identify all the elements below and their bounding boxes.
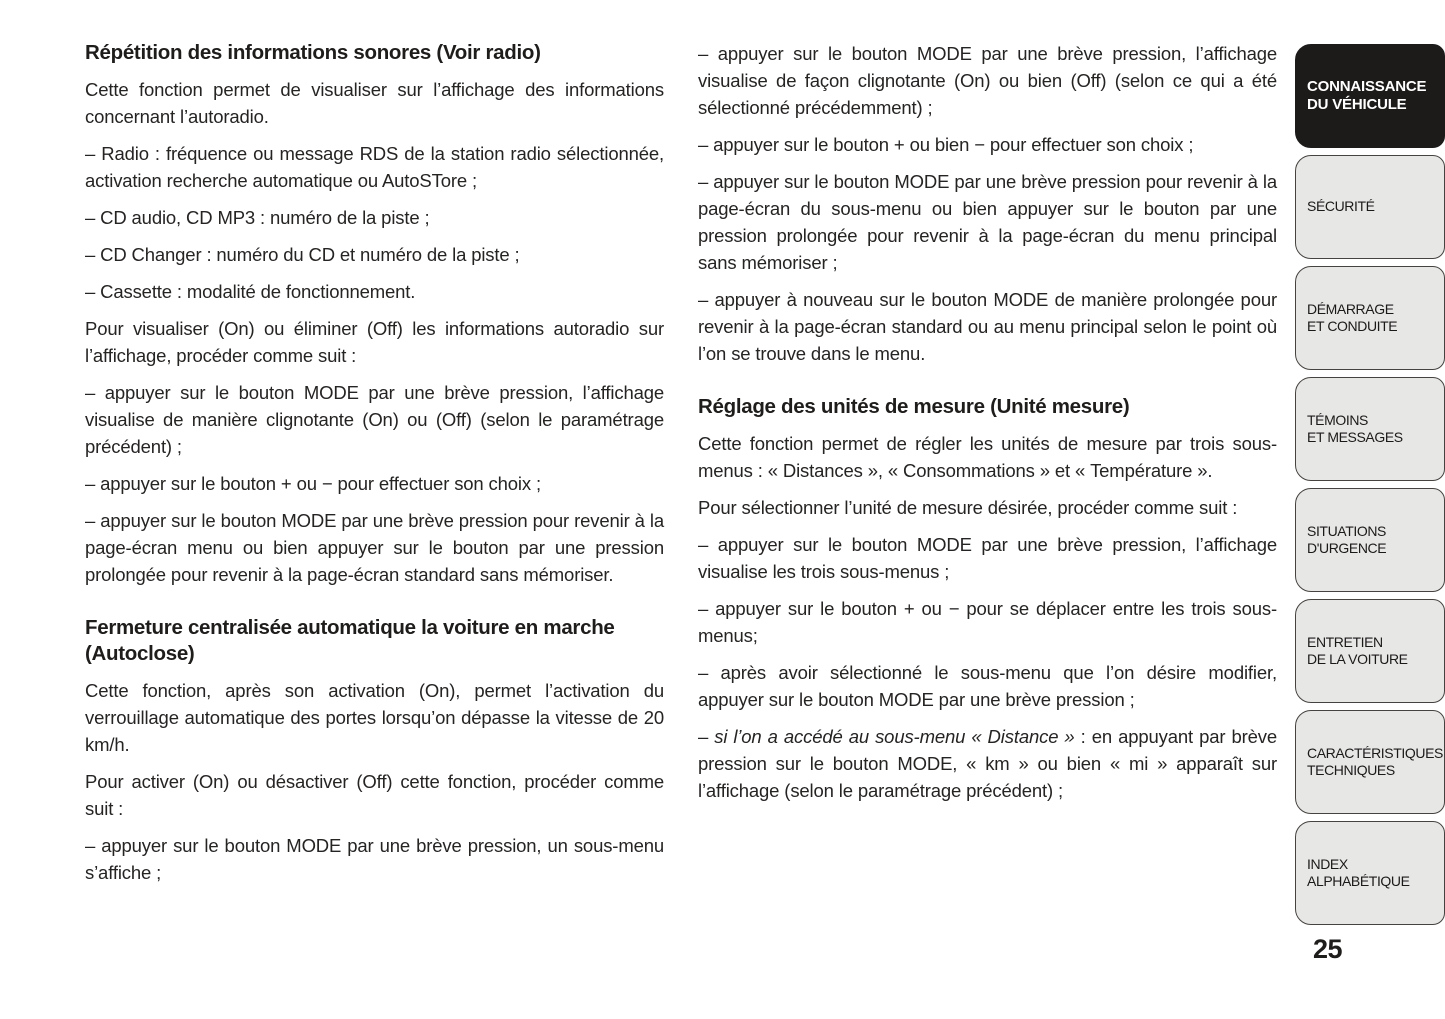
tab-securite[interactable]: [1295, 155, 1445, 259]
tab-label: ALPHABÉTIQUE: [1307, 873, 1410, 889]
list-item: – Radio : fréquence ou message RDS de la station radio sélectionnée, activation recherche automatique ou AutoSTore ;: [85, 143, 664, 191]
tab-label: ET MESSAGES: [1307, 429, 1403, 445]
paragraph: Pour activer (On) ou désactiver (Off) cette fonction, procéder comme suit :: [85, 771, 664, 819]
tab-situations-d-urgence[interactable]: [1295, 488, 1445, 592]
paragraph: Cette fonction permet de visualiser sur l’affichage des informations concernant l’autoradio.: [85, 79, 664, 127]
tab-label: TÉMOINS: [1307, 411, 1368, 428]
tab-index-alphabetique[interactable]: [1295, 821, 1445, 925]
list-item: [698, 723, 1277, 804]
paragraph-rest: : en appuyant par brève pression sur le bouton MODE, « km » ou bien « mi » apparaît sur l’affichage (selon le paramétrage précédent) ;: [698, 726, 1277, 801]
section-heading-reglage-unites-mesure: Réglage des unités de mesure (Unité mesure): [698, 395, 1130, 418]
tab-label: SITUATIONS: [1307, 522, 1386, 539]
page-content: [85, 40, 1277, 896]
list-item: – après avoir sélectionné le sous-menu que l’on désire modifier, appuyer sur le bouton MODE par une brève pression ;: [698, 662, 1277, 710]
list-item: – appuyer sur le bouton MODE par une brève pression, l’affichage visualise de façon clignotante (On) ou bien (Off) (selon ce qui a été sélectionné précédemment) ;: [698, 43, 1277, 118]
list-dash: –: [698, 726, 715, 747]
list-item: – appuyer sur le bouton + ou bien − pour effectuer son choix ;: [698, 134, 1194, 155]
paragraph: Pour visualiser (On) ou éliminer (Off) les informations autoradio sur l’affichage, procéder comme suit :: [85, 318, 664, 366]
section-heading-repetition-informations-sonores: Répétition des informations sonores (Voir radio): [85, 41, 541, 64]
tab-label: INDEX: [1307, 855, 1348, 872]
tab-label: TECHNIQUES: [1307, 762, 1395, 778]
tab-label: CONNAISSANCE: [1307, 77, 1427, 95]
paragraph: Cette fonction permet de régler les unités de mesure par trois sous-menus : « Distances », « Consommations » et « Température ».: [698, 433, 1277, 481]
left-column: [85, 40, 664, 896]
tab-label: ENTRETIEN: [1307, 633, 1383, 650]
list-item: – CD Changer : numéro du CD et numéro de la piste ;: [85, 244, 520, 265]
tab-label: SÉCURITÉ: [1307, 198, 1375, 215]
right-column: [698, 40, 1277, 896]
tab-demarrage-et-conduite[interactable]: [1295, 266, 1445, 370]
tab-label: DE LA VOITURE: [1307, 651, 1408, 667]
tab-temoins-et-messages[interactable]: [1295, 377, 1445, 481]
paragraph: Cette fonction, après son activation (On), permet l’activation du verrouillage automatique des portes lorsqu’on dépasse la vitesse de 20 km/h.: [85, 680, 664, 755]
tab-label: ET CONDUITE: [1307, 318, 1398, 334]
tab-caracteristiques-techniques[interactable]: [1295, 710, 1445, 814]
list-item: – Cassette : modalité de fonctionnement.: [85, 281, 416, 302]
tab-entretien-de-la-voiture[interactable]: [1295, 599, 1445, 703]
list-item: – appuyer sur le bouton MODE par une brève pression, un sous-menu s’affiche ;: [85, 835, 664, 883]
section-heading-fermeture-centralisee: Fermeture centralisée automatique la voiture en marche (Autoclose): [85, 616, 615, 665]
list-item: – appuyer sur le bouton MODE par une brève pression pour revenir à la page-écran du sous-menu ou bien appuyer sur le bouton par une pression prolongée pour revenir à la page-écran du menu principal sans mémoriser ;: [698, 171, 1277, 273]
tab-label: D'URGENCE: [1307, 540, 1387, 556]
page-number: 25: [1313, 934, 1343, 964]
section-tabs: [1295, 44, 1445, 925]
list-item: – appuyer sur le bouton MODE par une brève pression, l’affichage visualise les trois sous-menus ;: [698, 534, 1277, 582]
list-item: – CD audio, CD MP3 : numéro de la piste ;: [85, 207, 430, 228]
italic-lead: si l’on a accédé au sous-menu « Distance »: [714, 726, 1075, 747]
list-item: – appuyer à nouveau sur le bouton MODE de manière prolongée pour revenir à la page-écran standard ou au menu principal selon le point où l’on se trouve dans le menu.: [698, 289, 1277, 364]
paragraph: Pour sélectionner l’unité de mesure désirée, procéder comme suit :: [698, 497, 1238, 518]
tab-label: DU VÉHICULE: [1307, 96, 1407, 113]
list-item: – appuyer sur le bouton + ou − pour effectuer son choix ;: [85, 473, 541, 494]
list-item: – appuyer sur le bouton MODE par une brève pression, l’affichage visualise de manière clignotante (On) ou (Off) (selon le paramétrage précédent) ;: [85, 382, 664, 457]
list-item: – appuyer sur le bouton + ou − pour se déplacer entre les trois sous-menus;: [698, 598, 1277, 646]
tab-label: DÉMARRAGE: [1307, 300, 1394, 317]
list-item: – appuyer sur le bouton MODE par une brève pression pour revenir à la page-écran menu ou bien appuyer sur le bouton par une pression prolongée pour revenir à la page-écran standard sans mémoriser.: [85, 510, 664, 585]
tab-label: CARACTÉRISTIQUES: [1307, 744, 1443, 761]
tab-connaissance-du-vehicule[interactable]: [1295, 44, 1445, 148]
